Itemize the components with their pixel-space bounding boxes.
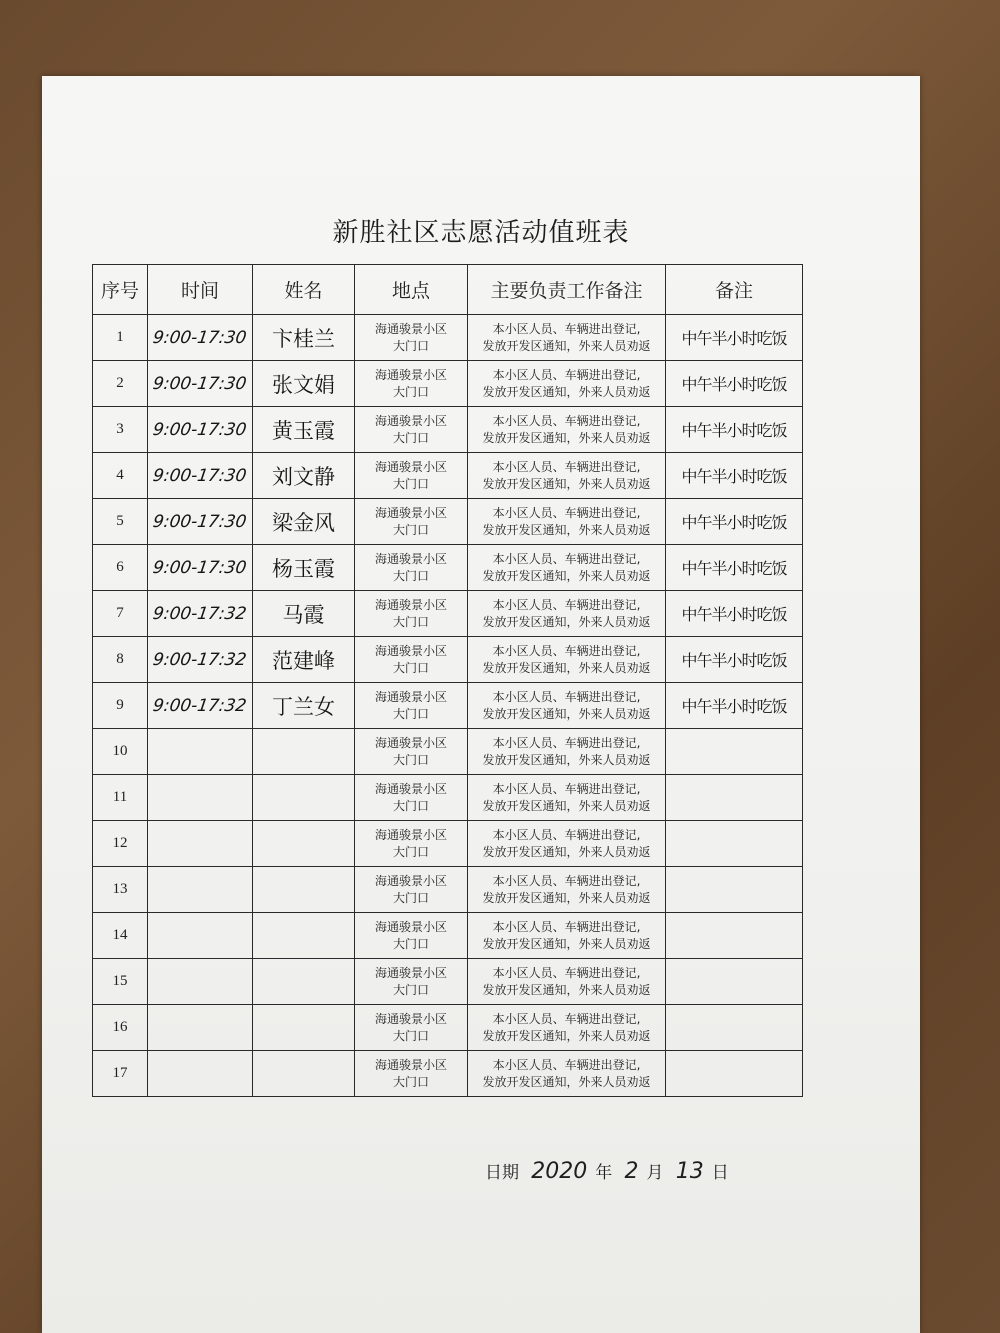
cell-time (148, 315, 253, 361)
duty-line-2: 发放开发区通知，外来人员劝返 (482, 660, 651, 675)
duty-line-2: 发放开发区通知，外来人员劝返 (482, 752, 651, 767)
handwritten-name: 马霞 (282, 602, 325, 627)
cell-location (355, 683, 468, 729)
table-row (93, 361, 803, 407)
date-year: 2020 (531, 1159, 588, 1184)
location-line-1: 海通骏景小区 (374, 551, 447, 566)
duty-roster-table (92, 264, 803, 1097)
date-month-unit: 月 (646, 1163, 664, 1182)
header-duty: 主要负责工作备注 (468, 265, 666, 315)
cell-location (355, 867, 468, 913)
handwritten-note: 中午半小时吃饭 (681, 559, 787, 578)
cell-location (355, 821, 468, 867)
cell-note (666, 453, 803, 499)
seq-number: 11 (112, 789, 128, 805)
table-row (93, 1051, 803, 1097)
cell-note (666, 959, 803, 1005)
cell-time (148, 959, 253, 1005)
seq-number: 6 (116, 559, 124, 575)
location-line-1: 海通骏景小区 (374, 873, 447, 888)
seq-number: 8 (116, 651, 124, 667)
paper-sheet (42, 76, 920, 1333)
duty-line-2: 发放开发区通知，外来人员劝返 (482, 614, 651, 629)
location-line-1: 海通骏景小区 (374, 827, 447, 842)
duty-line-1: 本小区人员、车辆进出登记, (492, 1057, 641, 1072)
handwritten-note: 中午半小时吃饭 (681, 375, 787, 394)
duty-line-1: 本小区人员、车辆进出登记, (492, 551, 641, 566)
cell-time (148, 1051, 253, 1097)
location-line-2: 大门口 (392, 1074, 429, 1089)
cell-note (666, 407, 803, 453)
handwritten-time: 9:00-17:30 (151, 373, 249, 394)
location-line-2: 大门口 (392, 430, 429, 445)
duty-line-1: 本小区人员、车辆进出登记, (492, 643, 641, 658)
cell-note (666, 867, 803, 913)
duty-line-2: 发放开发区通知，外来人员劝返 (482, 844, 651, 859)
cell-duty (468, 867, 666, 913)
cell-name (253, 775, 355, 821)
duty-line-2: 发放开发区通知，外来人员劝返 (482, 338, 651, 353)
cell-time (148, 361, 253, 407)
cell-duty (468, 683, 666, 729)
cell-seq (93, 913, 148, 959)
location-line-1: 海通骏景小区 (374, 1057, 447, 1072)
handwritten-note: 中午半小时吃饭 (681, 467, 787, 486)
duty-line-1: 本小区人员、车辆进出登记, (492, 1011, 641, 1026)
seq-number: 13 (112, 881, 128, 897)
table-row (93, 407, 803, 453)
seq-number: 7 (116, 605, 124, 621)
cell-location (355, 913, 468, 959)
cell-duty (468, 361, 666, 407)
location-line-2: 大门口 (392, 614, 429, 629)
duty-line-1: 本小区人员、车辆进出登记, (492, 873, 641, 888)
header-location: 地点 (355, 265, 468, 315)
cell-duty (468, 315, 666, 361)
duty-line-1: 本小区人员、车辆进出登记, (492, 367, 641, 382)
duty-line-2: 发放开发区通知，外来人员劝返 (482, 936, 651, 951)
cell-duty (468, 499, 666, 545)
seq-number: 10 (112, 743, 128, 759)
date-year-unit: 年 (595, 1163, 613, 1182)
table-row (93, 775, 803, 821)
handwritten-time: 9:00-17:32 (151, 649, 249, 670)
seq-number: 16 (112, 1019, 128, 1035)
table-row (93, 545, 803, 591)
cell-duty (468, 637, 666, 683)
duty-line-1: 本小区人员、车辆进出登记, (492, 413, 641, 428)
cell-note (666, 315, 803, 361)
cell-note (666, 729, 803, 775)
duty-line-1: 本小区人员、车辆进出登记, (492, 827, 641, 842)
location-line-2: 大门口 (392, 752, 429, 767)
cell-name (253, 1051, 355, 1097)
cell-time (148, 407, 253, 453)
duty-line-1: 本小区人员、车辆进出登记, (492, 735, 641, 750)
location-line-1: 海通骏景小区 (374, 367, 447, 382)
cell-name (253, 729, 355, 775)
duty-line-2: 发放开发区通知，外来人员劝返 (482, 1074, 651, 1089)
cell-name (253, 315, 355, 361)
duty-line-1: 本小区人员、车辆进出登记, (492, 965, 641, 980)
duty-line-2: 发放开发区通知，外来人员劝返 (482, 798, 651, 813)
cell-duty (468, 821, 666, 867)
handwritten-name: 张文娟 (272, 372, 335, 397)
seq-number: 14 (112, 927, 128, 943)
cell-name (253, 499, 355, 545)
table-header-row (93, 265, 803, 315)
duty-line-2: 发放开发区通知，外来人员劝返 (482, 522, 651, 537)
cell-seq (93, 867, 148, 913)
cell-seq (93, 959, 148, 1005)
duty-line-1: 本小区人员、车辆进出登记, (492, 781, 641, 796)
cell-seq (93, 499, 148, 545)
duty-line-1: 本小区人员、车辆进出登记, (492, 919, 641, 934)
cell-seq (93, 637, 148, 683)
location-line-1: 海通骏景小区 (374, 1011, 447, 1026)
handwritten-note: 中午半小时吃饭 (681, 651, 787, 670)
header-name: 姓名 (253, 265, 355, 315)
cell-name (253, 637, 355, 683)
duty-line-2: 发放开发区通知，外来人员劝返 (482, 568, 651, 583)
cell-seq (93, 315, 148, 361)
cell-duty (468, 1005, 666, 1051)
handwritten-time: 9:00-17:30 (151, 511, 249, 532)
handwritten-name: 黄玉霞 (272, 418, 335, 443)
date-day: 13 (675, 1159, 704, 1184)
header-seq: 序号 (93, 265, 148, 315)
cell-seq (93, 1005, 148, 1051)
cell-time (148, 591, 253, 637)
cell-time (148, 729, 253, 775)
cell-note (666, 361, 803, 407)
cell-time (148, 775, 253, 821)
cell-location (355, 775, 468, 821)
handwritten-time: 9:00-17:32 (151, 695, 249, 716)
handwritten-time: 9:00-17:30 (151, 327, 249, 348)
location-line-2: 大门口 (392, 936, 429, 951)
cell-location (355, 1051, 468, 1097)
cell-location (355, 545, 468, 591)
location-line-1: 海通骏景小区 (374, 919, 447, 934)
cell-time (148, 637, 253, 683)
location-line-2: 大门口 (392, 476, 429, 491)
cell-location (355, 959, 468, 1005)
location-line-1: 海通骏景小区 (374, 689, 447, 704)
cell-time (148, 545, 253, 591)
duty-line-2: 发放开发区通知，外来人员劝返 (482, 982, 651, 997)
location-line-2: 大门口 (392, 384, 429, 399)
location-line-1: 海通骏景小区 (374, 505, 447, 520)
location-line-2: 大门口 (392, 844, 429, 859)
seq-number: 12 (112, 835, 128, 851)
cell-time (148, 913, 253, 959)
header-note: 备注 (666, 265, 803, 315)
location-line-1: 海通骏景小区 (374, 413, 447, 428)
cell-seq (93, 1051, 148, 1097)
cell-location (355, 1005, 468, 1051)
cell-note (666, 1051, 803, 1097)
location-line-2: 大门口 (392, 890, 429, 905)
cell-seq (93, 545, 148, 591)
cell-name (253, 821, 355, 867)
location-line-2: 大门口 (392, 338, 429, 353)
seq-number: 2 (116, 375, 124, 391)
cell-time (148, 499, 253, 545)
location-line-2: 大门口 (392, 1028, 429, 1043)
cell-name (253, 913, 355, 959)
handwritten-note: 中午半小时吃饭 (681, 421, 787, 440)
table-row (93, 499, 803, 545)
cell-note (666, 913, 803, 959)
seq-number: 9 (116, 697, 124, 713)
date-label: 日期 (485, 1163, 519, 1182)
seq-number: 5 (116, 513, 124, 529)
location-line-2: 大门口 (392, 660, 429, 675)
handwritten-time: 9:00-17:32 (151, 603, 249, 624)
cell-seq (93, 683, 148, 729)
cell-duty (468, 913, 666, 959)
cell-location (355, 499, 468, 545)
cell-duty (468, 545, 666, 591)
table-row (93, 959, 803, 1005)
cell-name (253, 959, 355, 1005)
cell-time (148, 821, 253, 867)
table-row (93, 453, 803, 499)
cell-location (355, 407, 468, 453)
seq-number: 3 (116, 421, 124, 437)
table-row (93, 591, 803, 637)
location-line-1: 海通骏景小区 (374, 965, 447, 980)
handwritten-time: 9:00-17:30 (151, 557, 249, 578)
cell-time (148, 867, 253, 913)
handwritten-name: 杨玉霞 (272, 556, 335, 581)
location-line-2: 大门口 (392, 568, 429, 583)
handwritten-note: 中午半小时吃饭 (681, 329, 787, 348)
seq-number: 15 (112, 973, 128, 989)
cell-time (148, 683, 253, 729)
location-line-1: 海通骏景小区 (374, 643, 447, 658)
cell-seq (93, 591, 148, 637)
header-time: 时间 (148, 265, 253, 315)
cell-name (253, 361, 355, 407)
cell-location (355, 315, 468, 361)
duty-line-2: 发放开发区通知，外来人员劝返 (482, 890, 651, 905)
cell-note (666, 591, 803, 637)
handwritten-note: 中午半小时吃饭 (681, 605, 787, 624)
table-row (93, 867, 803, 913)
handwritten-name: 卞桂兰 (272, 326, 335, 351)
location-line-1: 海通骏景小区 (374, 459, 447, 474)
duty-line-2: 发放开发区通知，外来人员劝返 (482, 706, 651, 721)
cell-location (355, 453, 468, 499)
date-day-unit: 日 (711, 1163, 729, 1182)
location-line-2: 大门口 (392, 706, 429, 721)
duty-line-2: 发放开发区通知，外来人员劝返 (482, 476, 651, 491)
table-row (93, 683, 803, 729)
handwritten-time: 9:00-17:30 (151, 465, 249, 486)
location-line-2: 大门口 (392, 798, 429, 813)
cell-duty (468, 1051, 666, 1097)
cell-seq (93, 821, 148, 867)
cell-location (355, 637, 468, 683)
cell-name (253, 591, 355, 637)
location-line-2: 大门口 (392, 982, 429, 997)
location-line-1: 海通骏景小区 (374, 321, 447, 336)
cell-name (253, 683, 355, 729)
table-row (93, 729, 803, 775)
cell-note (666, 821, 803, 867)
cell-seq (93, 453, 148, 499)
location-line-2: 大门口 (392, 522, 429, 537)
cell-seq (93, 729, 148, 775)
cell-seq (93, 775, 148, 821)
cell-location (355, 729, 468, 775)
document-title: 新胜社区志愿活动值班表 (332, 218, 630, 247)
cell-name (253, 407, 355, 453)
duty-line-2: 发放开发区通知，外来人员劝返 (482, 1028, 651, 1043)
cell-note (666, 683, 803, 729)
duty-line-2: 发放开发区通知，外来人员劝返 (482, 384, 651, 399)
cell-time (148, 453, 253, 499)
cell-location (355, 591, 468, 637)
duty-line-1: 本小区人员、车辆进出登记, (492, 459, 641, 474)
seq-number: 17 (112, 1065, 128, 1081)
seq-number: 1 (116, 329, 124, 345)
cell-seq (93, 361, 148, 407)
handwritten-note: 中午半小时吃饭 (681, 513, 787, 532)
handwritten-name: 范建峰 (272, 648, 335, 673)
table-row (93, 913, 803, 959)
cell-duty (468, 729, 666, 775)
table-row (93, 637, 803, 683)
handwritten-name: 刘文静 (272, 464, 335, 489)
cell-duty (468, 453, 666, 499)
cell-note (666, 1005, 803, 1051)
handwritten-name: 丁兰女 (272, 694, 335, 719)
cell-duty (468, 591, 666, 637)
cell-note (666, 637, 803, 683)
cell-time (148, 1005, 253, 1051)
seq-number: 4 (116, 467, 124, 483)
duty-line-1: 本小区人员、车辆进出登记, (492, 597, 641, 612)
cell-duty (468, 959, 666, 1005)
cell-name (253, 453, 355, 499)
duty-line-2: 发放开发区通知，外来人员劝返 (482, 430, 651, 445)
location-line-1: 海通骏景小区 (374, 781, 447, 796)
date-line (485, 1158, 729, 1184)
duty-line-1: 本小区人员、车辆进出登记, (492, 505, 641, 520)
duty-line-1: 本小区人员、车辆进出登记, (492, 321, 641, 336)
cell-note (666, 545, 803, 591)
table-row (93, 315, 803, 361)
cell-name (253, 545, 355, 591)
cell-seq (93, 407, 148, 453)
location-line-1: 海通骏景小区 (374, 735, 447, 750)
cell-duty (468, 775, 666, 821)
location-line-1: 海通骏景小区 (374, 597, 447, 612)
cell-note (666, 499, 803, 545)
duty-line-1: 本小区人员、车辆进出登记, (492, 689, 641, 704)
table-row (93, 1005, 803, 1051)
cell-note (666, 775, 803, 821)
date-month: 2 (624, 1159, 639, 1184)
handwritten-name: 梁金风 (272, 510, 335, 535)
table-body (93, 315, 803, 1097)
handwritten-note: 中午半小时吃饭 (681, 697, 787, 716)
cell-name (253, 1005, 355, 1051)
cell-name (253, 867, 355, 913)
cell-location (355, 361, 468, 407)
table-row (93, 821, 803, 867)
cell-duty (468, 407, 666, 453)
handwritten-time: 9:00-17:30 (151, 419, 249, 440)
